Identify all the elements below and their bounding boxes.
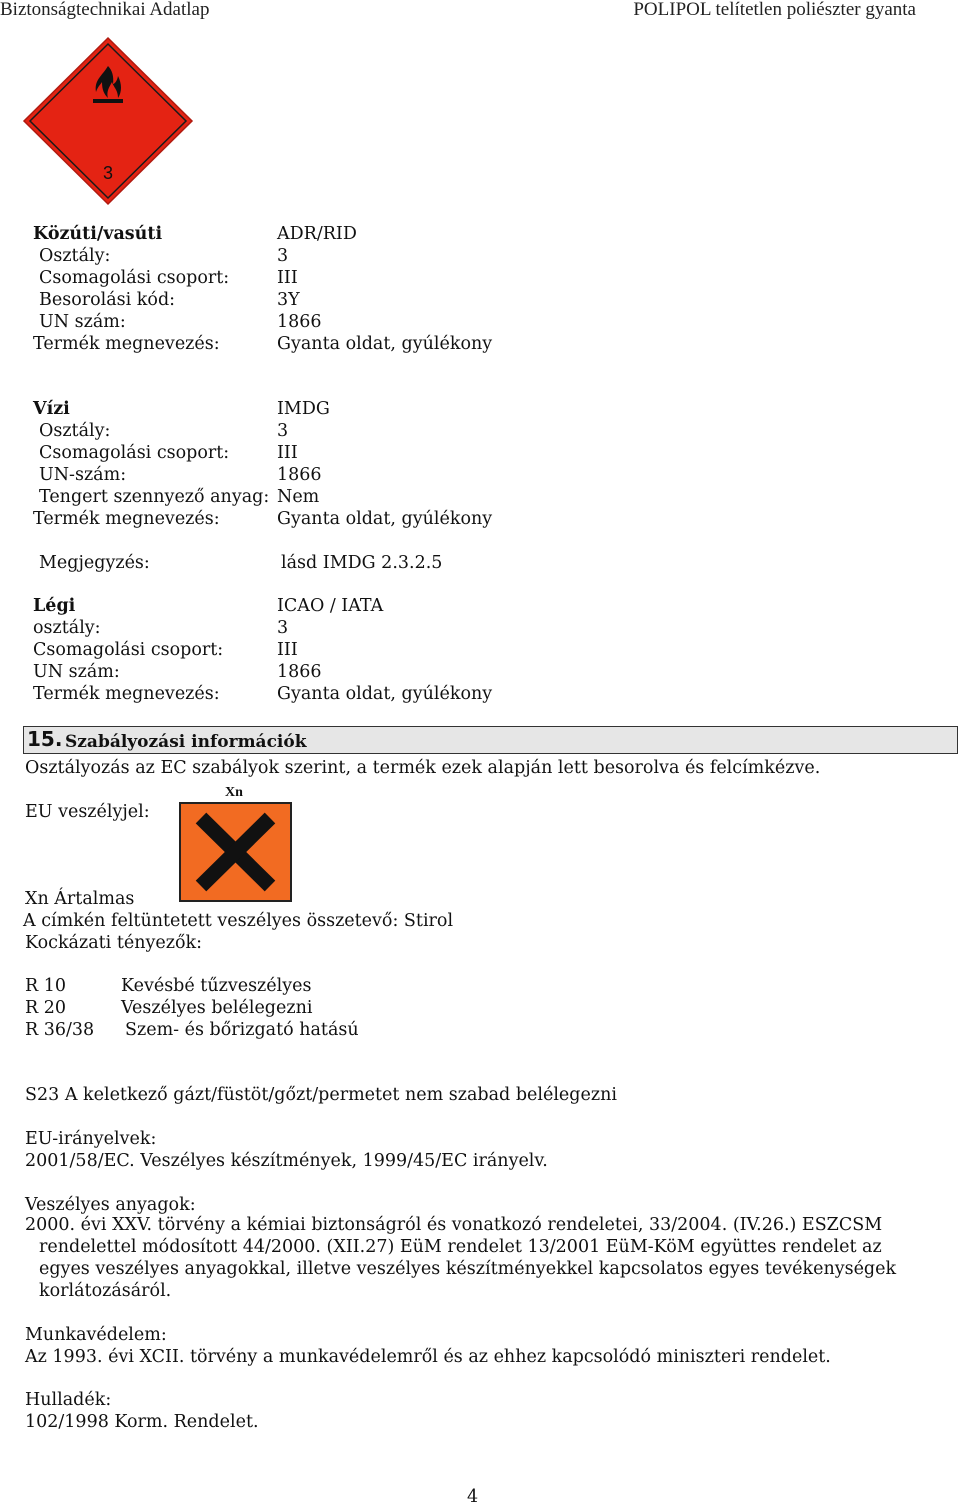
section-15-header <box>23 726 958 754</box>
air-heading: Légi <box>33 596 76 616</box>
air-value: 3 <box>277 618 289 638</box>
labelled-component: A címkén feltüntetett veszélyes összetevő: Stirol <box>23 911 454 931</box>
section-number: 15. <box>27 727 63 751</box>
road-value: 1866 <box>277 312 322 332</box>
sea-note-value: lásd IMDG 2.3.2.5 <box>281 553 443 573</box>
sea-value: Nem <box>277 487 320 507</box>
air-label: Csomagolási csoport: <box>33 640 224 660</box>
header-left: Biztonságtechnikai Adatlap <box>0 0 210 20</box>
sea-value: 1866 <box>277 465 322 485</box>
dangerous-substances-line: 2000. évi XXV. törvény a kémiai biztonságról és vonatkozó rendeletei, 33/2004. (IV.26.) ESZCSM <box>25 1215 883 1235</box>
sea-label: Tengert szennyező anyag: <box>39 487 270 507</box>
air-value: III <box>277 640 298 660</box>
risk-heading: Kockázati tényezők: <box>25 933 202 953</box>
sea-label: Osztály: <box>39 421 111 441</box>
sea-value: III <box>277 443 298 463</box>
sea-value: 3 <box>277 421 289 441</box>
xn-harmful-text: Xn Ártalmas <box>25 889 135 909</box>
sea-label: Termék megnevezés: <box>33 509 220 529</box>
air-label: UN szám: <box>33 662 120 682</box>
dangerous-substances-line: rendelettel módosított 44/2000. (XII.27) EüM rendelet 13/2001 EüM-KöM együttes rendelet az <box>39 1237 882 1257</box>
flammable-pictogram <box>22 36 194 206</box>
waste-heading: Hulladék: <box>25 1390 112 1410</box>
air-value: 1866 <box>277 662 322 682</box>
eu-hazard-label: EU veszélyjel: <box>25 802 150 822</box>
xn-code-label: Xn <box>225 785 243 800</box>
section-title: Szabályozási információk <box>65 732 307 752</box>
class-number: 3 <box>102 163 114 183</box>
cross-icon <box>181 804 290 900</box>
sea-heading: Vízi <box>33 399 70 419</box>
dangerous-substances-heading: Veszélyes anyagok: <box>25 1195 196 1215</box>
risk-code: R 20 <box>25 998 67 1018</box>
sea-label: Csomagolási csoport: <box>39 443 230 463</box>
road-label: Csomagolási csoport: <box>39 268 230 288</box>
safety-phrase: S23 A keletkező gázt/füstöt/gőzt/permetet nem szabad belélegezni <box>25 1085 617 1105</box>
risk-code: R 36/38 <box>25 1020 95 1040</box>
sea-note-label: Megjegyzés: <box>39 553 150 573</box>
header-right: POLIPOL telítetlen poliészter gyanta <box>633 0 916 20</box>
harmful-pictogram <box>179 802 292 902</box>
eu-directives-heading: EU-irányelvek: <box>25 1129 157 1149</box>
risk-text: Szem- és bőrizgató hatású <box>125 1020 359 1040</box>
road-label: Termék megnevezés: <box>33 334 220 354</box>
air-value: Gyanta oldat, gyúlékony <box>277 684 493 704</box>
air-label: Termék megnevezés: <box>33 684 220 704</box>
dangerous-substances-line: egyes veszélyes anyagokkal, illetve veszélyes készítményekkel kapcsolatos egyes tevékenységek <box>39 1259 897 1279</box>
road-value: 3Y <box>277 290 300 310</box>
risk-text: Kevésbé tűzveszélyes <box>121 976 312 996</box>
work-safety-text: Az 1993. évi XCII. törvény a munkavédelemről és az ehhez kapcsolódó miniszteri rendelet. <box>25 1347 831 1367</box>
risk-code: R 10 <box>25 976 67 996</box>
road-label: Besorolási kód: <box>39 290 176 310</box>
sea-value: Gyanta oldat, gyúlékony <box>277 509 493 529</box>
air-label: osztály: <box>33 618 101 638</box>
road-value: Gyanta oldat, gyúlékony <box>277 334 493 354</box>
page-number: 4 <box>467 1487 479 1507</box>
air-heading-value: ICAO / IATA <box>277 596 384 616</box>
road-value: III <box>277 268 298 288</box>
classification-intro: Osztályozás az EC szabályok szerint, a termék ezek alapján lett besorolva és felcímkézve. <box>25 758 821 778</box>
waste-text: 102/1998 Korm. Rendelet. <box>25 1412 259 1432</box>
sea-heading-value: IMDG <box>277 399 330 419</box>
road-heading-value: ADR/RID <box>277 224 357 244</box>
road-label: Osztály: <box>39 246 111 266</box>
road-label: UN szám: <box>39 312 126 332</box>
risk-text: Veszélyes belélegezni <box>121 998 313 1018</box>
eu-directives-text: 2001/58/EC. Veszélyes készítmények, 1999/45/EC irányelv. <box>25 1151 548 1171</box>
dangerous-substances-line: korlátozásáról. <box>39 1281 172 1301</box>
road-heading: Közúti/vasúti <box>33 224 163 244</box>
sea-label: UN-szám: <box>39 465 127 485</box>
work-safety-heading: Munkavédelem: <box>25 1325 167 1345</box>
road-value: 3 <box>277 246 289 266</box>
